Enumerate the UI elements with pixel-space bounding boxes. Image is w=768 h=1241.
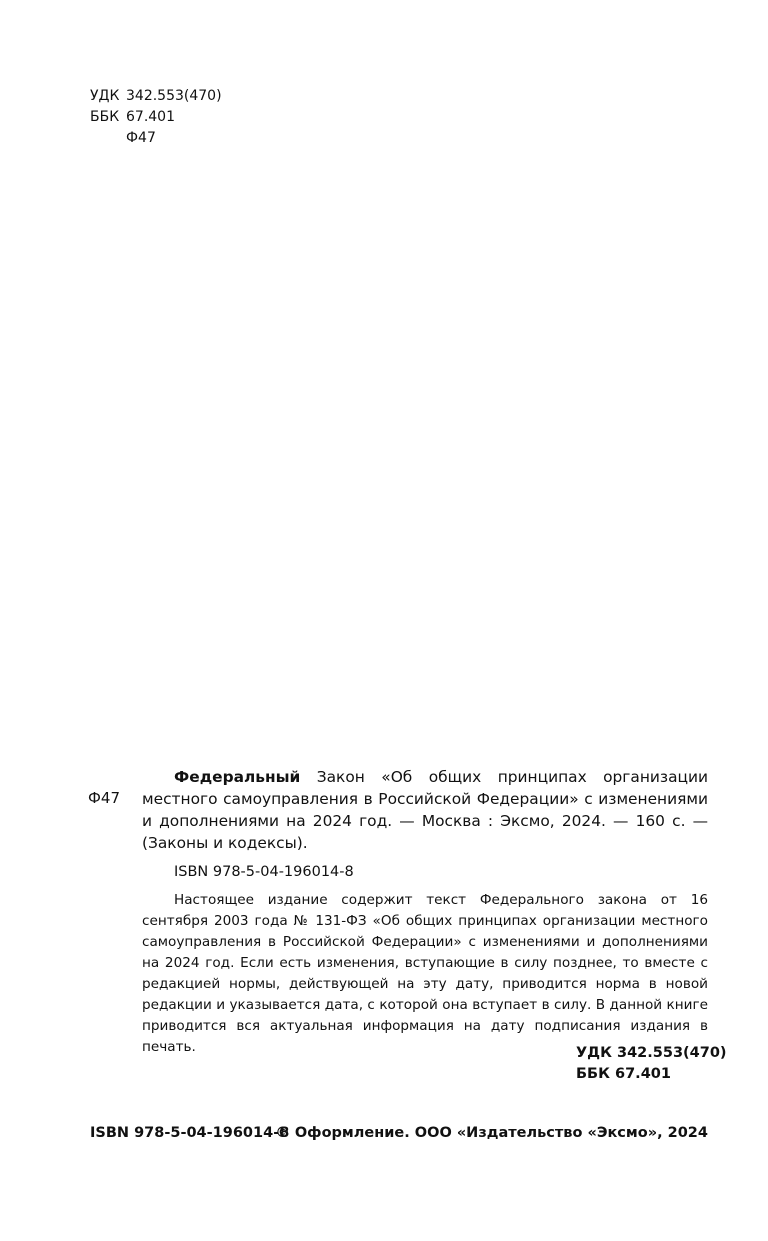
udk-value: 342.553(470): [126, 88, 222, 104]
udk-row: [90, 86, 222, 107]
isbn-line: ISBN 978-5-04-196014-8: [174, 864, 354, 880]
bbk-value: 67.401: [126, 109, 175, 125]
right-classification-block: [576, 1043, 727, 1085]
author-mark: Ф47: [126, 130, 156, 146]
bbk-label: ББК: [90, 109, 120, 125]
left-author-mark: Ф47: [88, 789, 120, 807]
author-mark-row: [90, 128, 222, 149]
udk-label: УДК: [90, 88, 120, 104]
footer-isbn: ISBN 978-5-04-196014-8: [90, 1125, 290, 1141]
right-bbk: ББК 67.401: [576, 1066, 671, 1082]
biblio-rest: Закон «Об общих принципах организации местного самоуправления в Российской Федерации» с изменениями и дополнениями на 2024 год. — Москва : Эксмо, 2024. — 160 с. — (Законы и кодексы).: [142, 768, 708, 852]
footer-copyright: © Оформление. ООО «Издательство «Эксмо», 2024: [275, 1125, 708, 1141]
top-classification-block: [90, 86, 222, 149]
biblio-title-bold: Федеральный: [174, 768, 301, 786]
right-udk: УДК 342.553(470): [576, 1045, 727, 1061]
bibliographic-description: [142, 766, 708, 854]
bbk-row: [90, 107, 222, 128]
annotation-text: Настоящее издание содержит текст Федерального закона от 16 сентября 2003 года № 131-ФЗ «Об общих принципах организации местного самоуправления в Российской Федерации» с изменениями и дополнениями на 2024 год. Если есть изменения, вступающие в силу позднее, то вместе с редакцией нормы, действующей на эту дату, приводится норма в новой редакции и указывается дата, с которой она вступает в силу. В данной книге приводится вся актуальная информация на дату подписания издания в печать.: [142, 892, 708, 1055]
